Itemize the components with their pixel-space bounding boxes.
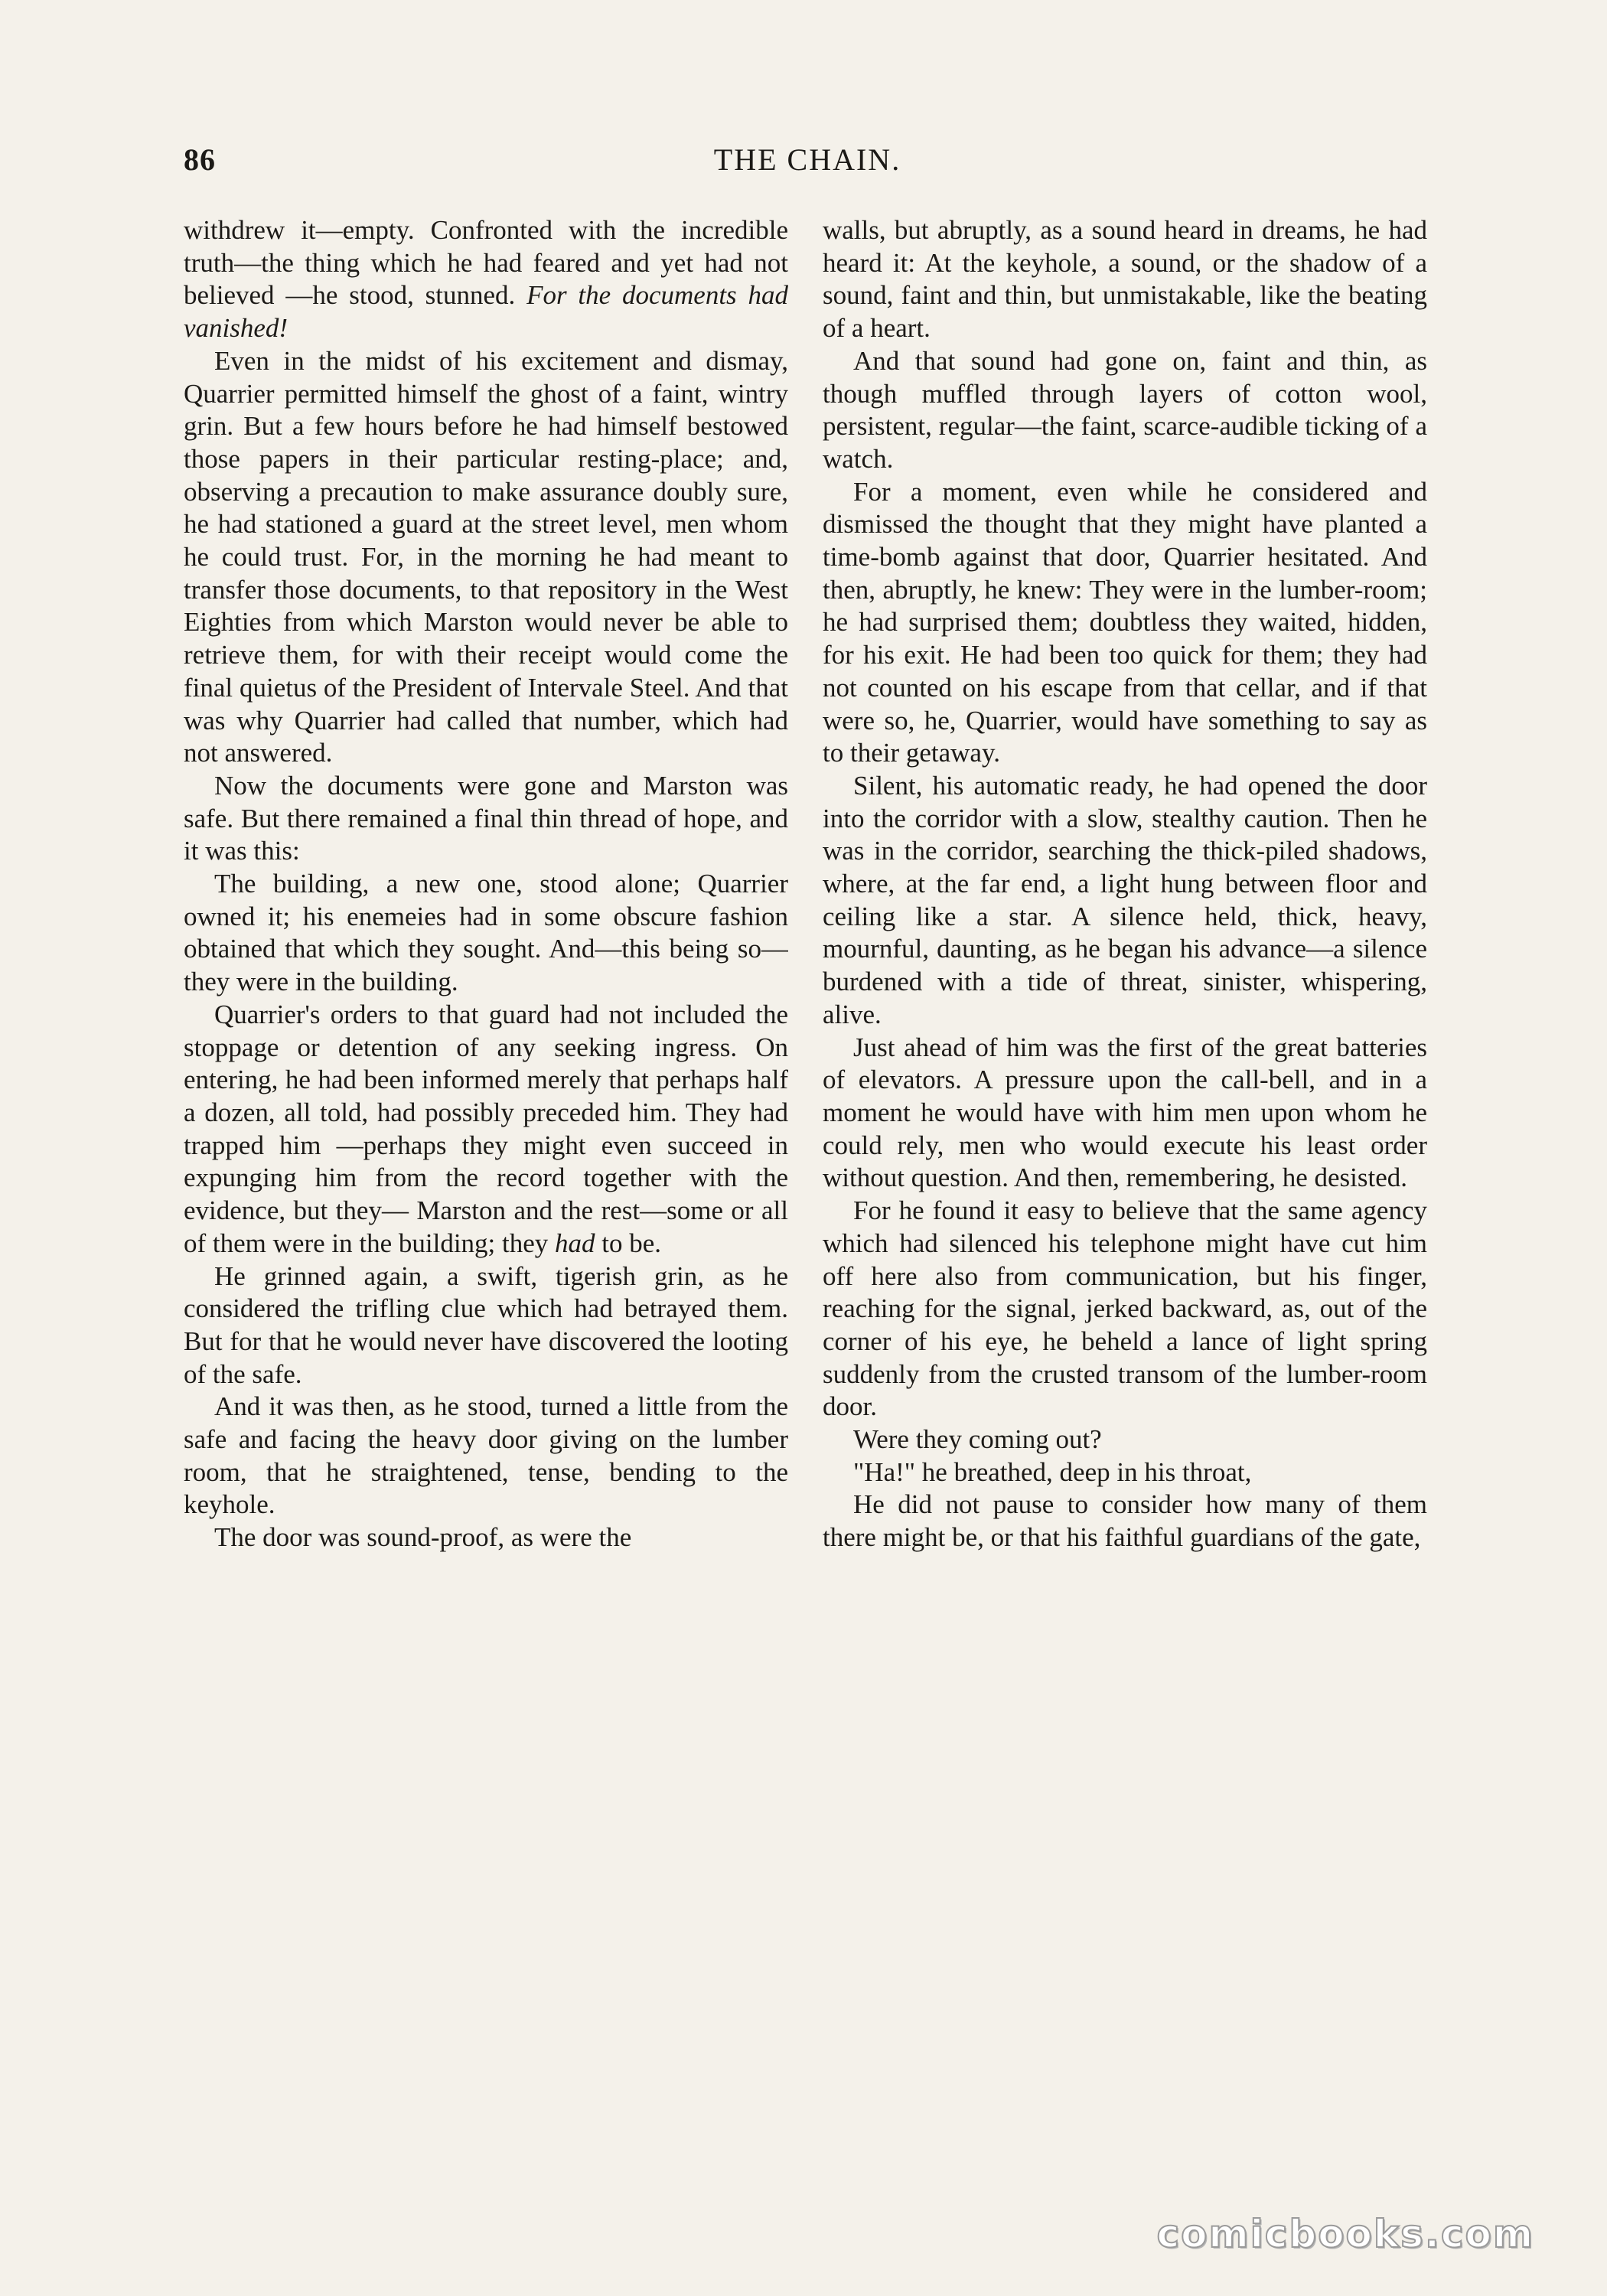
paragraph-text: withdrew it—empty. Confronted with the incredible truth—the thing which he had feared and yet had not believed —he stood, stunned.: [184, 215, 788, 311]
paragraph-text: to be.: [595, 1228, 662, 1258]
page-header: [184, 142, 1431, 188]
paragraph: Silent, his automatic ready, he had opened the door into the corridor with a slow, stealthy caution. Then he was in the corridor, searching the thick-piled shadows, where, at the far end, a light hung between floor and ceiling like a star. A silence held, thick, heavy, mournful, daunting, as he began his advance—a silence burdened with a tide of threat, sinister, whispering, alive.: [823, 770, 1427, 1029]
emphasis-text: For the documents had vanished!: [184, 280, 788, 344]
paragraph: The building, a new one, stood alone; Quarrier owned it; his enemeies had in some obscure fashion obtained that which they sought. And—this being so—they were in the building.: [184, 869, 788, 997]
paragraph: walls, but abruptly, as a sound heard in dreams, he had heard it: At the keyhole, a sound, or the shadow of a sound, faint and thin, but unmistakable, like the beating of a heart.: [823, 215, 1427, 344]
paragraph: He did not pause to consider how many of them there might be, or that his faithful guardians of the gate,: [823, 1489, 1427, 1553]
paragraph: The door was sound-proof, as were the: [214, 1522, 632, 1553]
page-number: 86: [184, 142, 216, 177]
paragraph: Now the documents were gone and Marston was safe. But there remained a final thin thread of hope, and it was this:: [184, 770, 788, 866]
paragraph: For a moment, even while he considered and dismissed the thought that they might have planted a time-bomb against that door, Quarrier hesitated. And then, abruptly, he knew: They were in the lumber-room; he had surprised them; doubtless they waited, hidden, for his exit. He had been too quick for them; they had not counted on his escape from that cellar, and if that were so, he, Quarrier, would have something to say as to their getaway.: [823, 476, 1427, 768]
paragraph: [184, 214, 788, 345]
emphasis-text: had: [555, 1228, 595, 1258]
paragraph: Just ahead of him was the first of the great batteries of elevators. A pressure upon the call-bell, and in a moment he would have with him men upon whom he could rely, men who would execute his least order without question. And then, remembering, he desisted.: [823, 1032, 1427, 1193]
paragraph: And it was then, as he stood, turned a little from the safe and facing the heavy door giving on the lumber room, that he straightened, tense, bending to the keyhole.: [184, 1391, 788, 1520]
running-title: THE CHAIN.: [713, 142, 901, 177]
site-watermark: comicbooks.com: [1156, 2212, 1534, 2256]
right-text-column: [823, 214, 1427, 2028]
left-text-column: [184, 214, 788, 2028]
paragraph: He grinned again, a swift, tigerish grin, as he considered the trifling clue which had betrayed them. But for that he would never have discovered the looting of the safe.: [184, 1261, 788, 1389]
paragraph: And that sound had gone on, faint and thin, as though muffled through layers of cotton wool, persistent, regular—the faint, scarce-audible ticking of a watch.: [823, 345, 1427, 474]
paragraph-text: Quarrier's orders to that guard had not included the stoppage or detention of any seeking ingress. On entering, he had been informed merely that perhaps half a dozen, all told, had possibly preceded him. They had trapped him —perhaps they might even succeed in expunging him from the record together with the evidence, but they— Marston and the rest—some or all of them were in the building; they: [184, 999, 788, 1258]
paragraph: [184, 999, 788, 1261]
paragraph: "Ha!" he breathed, deep in his throat,: [853, 1456, 1252, 1487]
paragraph: For he found it easy to believe that the same agency which had silenced his telephone might have cut him off here also from communication, but his finger, reaching for the signal, jerked backward, as, out of the corner of his eye, he beheld a lance of light spring suddenly from the crusted transom of the lumber-room door.: [823, 1195, 1427, 1422]
paragraph: Even in the midst of his excitement and dismay, Quarrier permitted himself the ghost of a faint, wintry grin. But a few hours before he had himself bestowed those papers in their particular resting-place; and, observing a precaution to make assurance doubly sure, he had stationed a guard at the street level, men whom he could trust. For, in the morning he had meant to transfer those documents, to that repository in the West Eighties from which Marston would never be able to retrieve them, for with their receipt would come the final quietus of the President of Intervale Steel. And that was why Quarrier had called that number, which had not answered.: [184, 345, 788, 768]
paragraph: Were they coming out?: [853, 1424, 1102, 1455]
